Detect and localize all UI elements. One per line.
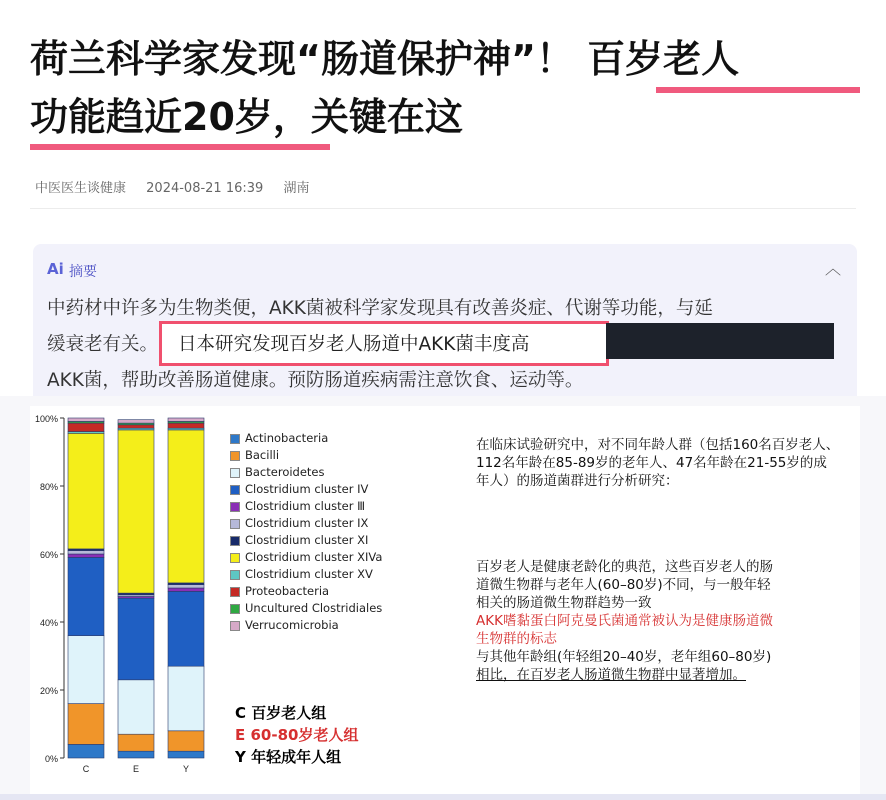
legend-item xyxy=(230,533,368,547)
bar-segment-y-3 xyxy=(168,591,204,666)
bar-segment-e-7 xyxy=(118,430,154,593)
summary-highlight-text: 日本研究发现百岁老人肠道中AKK菌丰度高 xyxy=(178,334,530,355)
legend-swatch xyxy=(230,502,240,512)
bar-segment-c-7 xyxy=(68,433,104,549)
legend-swatch xyxy=(230,434,240,444)
y-tick-label: 100% xyxy=(34,414,58,424)
legend-item xyxy=(230,465,325,479)
legend-label: Bacteroidetes xyxy=(245,465,325,479)
bar-segment-c-2 xyxy=(68,636,104,704)
ai-icon: Ai xyxy=(47,260,64,278)
legend-swatch xyxy=(230,553,240,563)
legend-label: Clostridium cluster XV xyxy=(245,567,373,581)
study-text-1c: 年人）的肠道菌群进行分析研究： xyxy=(476,473,679,489)
y-tick-label: 20% xyxy=(39,686,58,696)
legend-item xyxy=(230,499,365,513)
ai-summary-panel xyxy=(33,244,857,396)
y-tick-label: 80% xyxy=(39,482,58,492)
bar-segment-c-4 xyxy=(68,554,104,557)
study-text-2a: 百岁老人是健康老龄化的典范，这些百岁老人的肠 xyxy=(476,559,773,575)
legend-label: Actinobacteria xyxy=(245,431,329,445)
legend-swatch xyxy=(230,536,240,546)
legend-swatch xyxy=(230,519,240,529)
bar-segment-y-11 xyxy=(168,418,204,421)
y-tick-label: 60% xyxy=(39,550,58,560)
bar-segment-c-0 xyxy=(68,744,104,758)
study-text-3b: 相比，在百岁老人肠道微生物群中显著增加。 xyxy=(476,667,746,683)
bar-segment-y-2 xyxy=(168,666,204,731)
legend-item xyxy=(230,601,382,615)
bar-segment-c-11 xyxy=(68,418,104,421)
bar-segment-e-0 xyxy=(118,751,154,758)
collapse-chevron-icon[interactable]: ︿ xyxy=(824,259,841,278)
legend-swatch xyxy=(230,621,240,631)
redaction-block xyxy=(606,323,834,359)
bar-segment-y-0 xyxy=(168,751,204,758)
summary-line-1: 中药材中许多为生物类便，AKK菌被科学家发现具有改善炎症、代谢等功能，与延 xyxy=(47,298,713,319)
x-tick-label: E xyxy=(132,764,140,774)
bar-segment-y-4 xyxy=(168,588,204,591)
legend-swatch xyxy=(230,485,240,495)
group-label-y: Y 年轻成年人组 xyxy=(235,748,342,766)
bar-segment-c-9 xyxy=(68,423,104,432)
bottom-bar xyxy=(0,794,886,800)
legend-item xyxy=(230,516,368,530)
legend-swatch xyxy=(230,468,240,478)
study-text-red-b: 生物群的标志 xyxy=(476,631,557,647)
title-underline-1 xyxy=(656,87,860,93)
bar-segment-y-5 xyxy=(168,585,204,588)
legend-item xyxy=(230,448,279,462)
study-text-2b: 道微生物群与老年人(60–80岁)不同，与一般年轻 xyxy=(476,577,771,593)
legend-label: Proteobacteria xyxy=(245,584,330,598)
article-title-line-2: 功能趋近20岁，关键在这 xyxy=(30,95,463,139)
bar-segment-y-1 xyxy=(168,731,204,751)
y-tick-label: 0% xyxy=(44,754,58,764)
x-tick-label: C xyxy=(82,764,90,774)
article-title-line-1: 荷兰科学家发现“肠道保护神”！ 百岁老人 xyxy=(30,37,740,81)
meta-divider xyxy=(30,208,856,209)
legend-label: Clostridium cluster IV xyxy=(245,482,369,496)
publish-location: 湖南 xyxy=(283,181,310,196)
author-link[interactable]: 中医医生谈健康 xyxy=(35,181,127,196)
study-text-1a: 在临床试验研究中，对不同年龄人群（包括160名百岁老人、 xyxy=(476,437,840,453)
bar-segment-y-9 xyxy=(168,423,204,428)
bar-segment-e-11 xyxy=(118,420,154,423)
study-text-1b: 112名年龄在85-89岁的老年人、47名年龄在21-55岁的成 xyxy=(476,455,827,471)
bar-segment-c-3 xyxy=(68,557,104,635)
legend-label: Clostridium cluster XI xyxy=(245,533,369,547)
legend-item xyxy=(230,584,329,598)
legend-label: Bacilli xyxy=(245,448,280,462)
article-figure xyxy=(0,396,886,800)
legend-item xyxy=(230,567,373,581)
legend-swatch xyxy=(230,570,240,580)
stacked-bar-chart xyxy=(30,406,240,786)
bar-segment-e-2 xyxy=(118,680,154,734)
legend-item xyxy=(230,618,339,632)
study-text-2c: 相关的肠道微生物群趋势一致 xyxy=(476,595,652,611)
bar-segment-c-1 xyxy=(68,704,104,745)
legend-swatch xyxy=(230,587,240,597)
bar-segment-e-1 xyxy=(118,734,154,751)
summary-line-2: 缓衰老有关。 xyxy=(47,334,159,355)
study-text-3a: 与其他年龄组(年轻组20–40岁，老年组60–80岁) xyxy=(476,649,772,665)
bar-segment-y-7 xyxy=(168,430,204,583)
bar-segment-e-9 xyxy=(118,425,154,428)
legend-swatch xyxy=(230,604,240,614)
group-label-c: C 百岁老人组 xyxy=(235,704,327,722)
y-tick-label: 40% xyxy=(39,618,58,628)
legend-label: Verrucomicrobia xyxy=(245,618,339,632)
legend-item xyxy=(230,482,368,496)
bar-segment-e-3 xyxy=(118,598,154,680)
x-tick-label: Y xyxy=(182,764,190,774)
legend-label: Clostridium cluster Ⅲ xyxy=(245,499,366,513)
legend-label: Clostridium cluster IX xyxy=(245,516,369,530)
legend-label: Clostridium cluster XIVa xyxy=(245,550,383,564)
publish-datetime: 2024-08-21 16:39 xyxy=(146,181,264,196)
legend-swatch xyxy=(230,451,240,461)
summary-title: 摘要 xyxy=(69,264,97,280)
summary-line-3: AKK菌，帮助改善肠道健康。预防肠道疾病需注意饮食、运动等。 xyxy=(47,370,584,391)
article-meta xyxy=(35,177,325,196)
legend-item xyxy=(230,431,328,445)
figure-canvas xyxy=(30,406,860,794)
title-underline-2 xyxy=(30,144,330,150)
bar-segment-c-5 xyxy=(68,551,104,554)
legend-item xyxy=(230,550,382,564)
group-label-e: E 60-80岁老人组 xyxy=(235,726,359,744)
legend-label: Uncultured Clostridiales xyxy=(245,601,383,615)
study-text-red-a: AKK嗜黏蛋白阿克曼氏菌通常被认为是健康肠道微 xyxy=(476,613,773,629)
